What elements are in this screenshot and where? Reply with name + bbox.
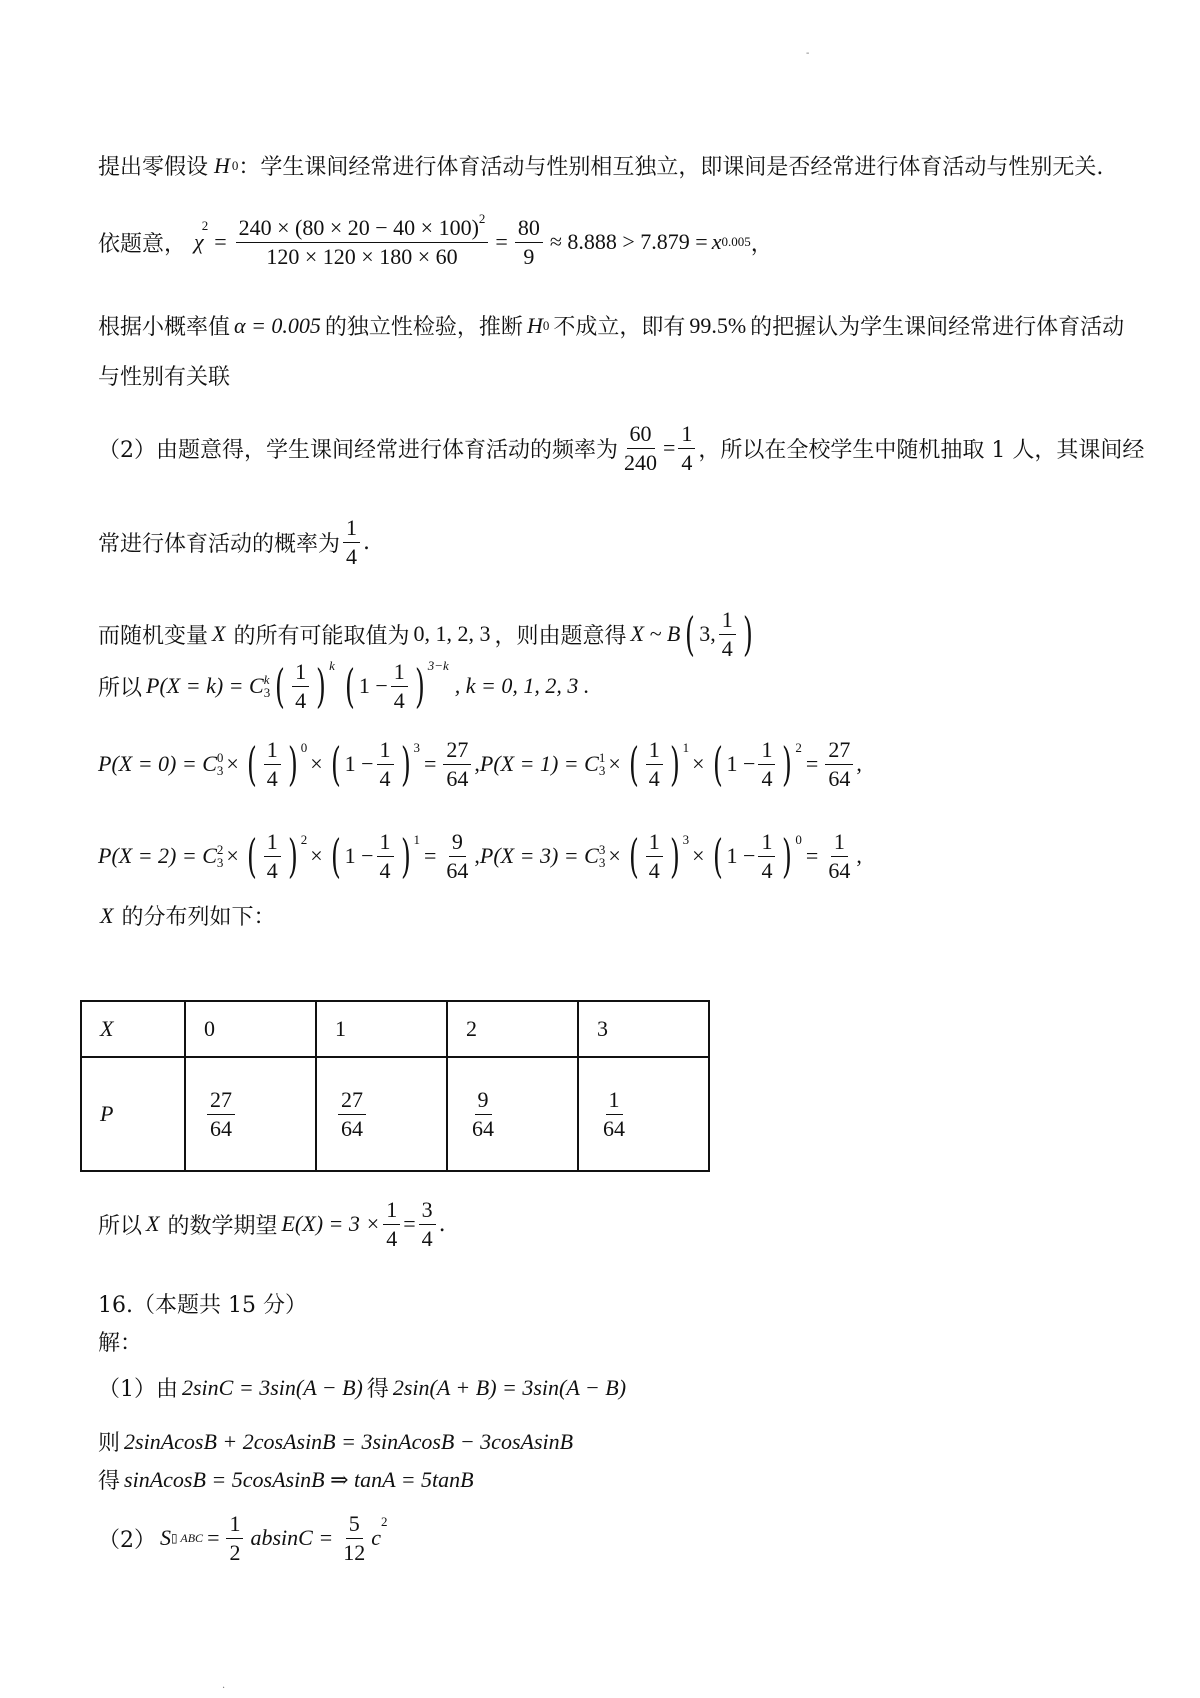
s1-e2: 2sin(A + B) = 3sin(A − B)	[392, 1374, 627, 1400]
p2-times2: ×	[310, 843, 323, 868]
p3-lhs: P(X = 3) = C	[479, 843, 599, 868]
rv-c: ，则由题意得	[494, 623, 627, 649]
p3-fa-num: 1	[646, 828, 663, 857]
pmf-f1-den: 4	[295, 687, 307, 713]
p2-fb-num: 1	[377, 828, 394, 857]
part2-f3-den: 4	[346, 543, 358, 569]
table-cell: 3	[578, 1001, 709, 1057]
p3-one-minus: 1 −	[726, 843, 756, 868]
part2-frac2	[678, 420, 695, 476]
chi-frac-num: 80	[515, 214, 543, 243]
table-frac-num: 27	[338, 1086, 366, 1115]
chi-big-num-sup: 2	[478, 210, 486, 226]
q16-jie-text: 解：	[98, 1331, 143, 1356]
p2-res-den: 64	[446, 857, 469, 883]
p3-fb-num: 1	[758, 828, 775, 857]
solution-step-4	[98, 1510, 387, 1566]
conclusion-line	[98, 310, 1124, 341]
distribution-table	[80, 1000, 710, 1172]
pmf-line: 所以 P(X = k) = C k 3 ( $\frac{1}{4}$ ) k ( 1 − $\frac{1}{4}$ ) 3−k , k = 0, 1, 2, 3 .	[98, 658, 590, 713]
solution-step-1	[98, 1372, 626, 1403]
rv-frac	[719, 606, 736, 662]
conclusion-line2	[98, 360, 230, 391]
p-sep: ,	[474, 843, 480, 868]
rv-b: 的所有可能取值为	[233, 623, 410, 649]
pmf-c-sub: 3	[263, 685, 271, 700]
pmf-a: 所以	[98, 675, 143, 701]
p1-csub: 3	[598, 763, 606, 778]
p2-csup: 2	[216, 842, 224, 857]
chi-end: ，	[750, 231, 773, 257]
s4-f2-den: 12	[343, 1539, 366, 1565]
exp-lhs: E(X) = 3 ×	[281, 1211, 381, 1236]
table-frac	[600, 1086, 628, 1142]
part2-a: （2）由题意得，学生课间经常进行体育活动的频率为	[98, 437, 618, 463]
h0-text: ：学生课间经常进行体育活动与性别相互独立，即课间是否经常进行体育活动与性别无关.	[238, 155, 1104, 180]
table-frac-num: 27	[207, 1086, 235, 1115]
s1-e1: 2sinC = 3sin(A − B)	[182, 1374, 363, 1400]
p1-csup: 1	[598, 750, 606, 765]
chi-fraction	[515, 214, 543, 270]
exp-f2-num: 3	[419, 1196, 436, 1225]
h0-sub: 0	[231, 157, 239, 173]
p1-res-num: 27	[825, 736, 853, 765]
p3-fb	[758, 828, 775, 884]
h0-symbol: H	[214, 152, 230, 178]
s4-frac2	[340, 1510, 368, 1566]
pmf-f2-num: 1	[391, 658, 408, 687]
conclusion-line2-text: 与性别有关联	[98, 365, 231, 390]
rv-dist: X ~ B	[630, 621, 681, 646]
part2-end: .	[363, 529, 371, 555]
dist-caption	[100, 900, 275, 931]
pmf-tail: , k = 0, 1, 2, 3 .	[454, 673, 590, 698]
conclusion-b: 的独立性检验，推断	[324, 315, 523, 340]
chi-prefix: 依题意，	[98, 231, 187, 257]
p3-fa	[646, 828, 663, 884]
conclusion-d: 的把握认为学生课间经常进行体育活动	[750, 315, 1125, 340]
exp-end: .	[438, 1211, 446, 1237]
p0-fa	[264, 736, 281, 792]
part2-f1-den: 240	[624, 449, 657, 475]
s4-f1-den: 2	[229, 1539, 241, 1565]
s4-f1-num: 1	[226, 1510, 243, 1539]
p3-csup: 3	[598, 842, 606, 857]
pmf-exp1: k	[329, 658, 335, 673]
table-row-p	[81, 1057, 709, 1171]
s4-csup: 2	[380, 1514, 388, 1529]
p0-eq: =	[423, 751, 437, 776]
s2-a: 则	[98, 1431, 121, 1456]
rv-a: 而随机变量	[98, 623, 209, 649]
scan-dot-bottom: .	[222, 1680, 226, 1691]
exp-frac2	[419, 1196, 436, 1252]
p1-lhs: P(X = 1) = C	[479, 751, 599, 776]
dist-caption-sym: X	[100, 902, 114, 928]
s1-b: 得	[366, 1377, 389, 1402]
p0-times1: ×	[226, 751, 239, 776]
s4-sub: ▯ ABC	[171, 1530, 204, 1545]
rv-f-den: 4	[721, 635, 733, 661]
pmf-frac2	[391, 658, 408, 714]
p3-e2: 0	[795, 832, 802, 847]
table-frac	[207, 1086, 235, 1142]
table-frac-num: 9	[475, 1086, 492, 1115]
p3-res	[825, 828, 853, 884]
s4-frac1	[226, 1510, 243, 1566]
p0-fb	[377, 736, 394, 792]
table-frac	[338, 1086, 366, 1142]
pmf-f2-den: 4	[393, 687, 405, 713]
chi-x-sym: x	[711, 229, 722, 254]
q16-title-text: 16.（本题共 15 分）	[98, 1293, 307, 1318]
p3-e1: 3	[682, 832, 690, 847]
part2-line2-text: 常进行体育活动的概率为	[98, 531, 341, 557]
p0-e1: 0	[300, 740, 308, 755]
pmf-lhs: P(X = k) = C	[146, 673, 264, 698]
p-end: ,	[856, 751, 862, 776]
s4-f2-num: 5	[346, 1510, 363, 1539]
p1-fa	[646, 736, 663, 792]
p2-fa-num: 1	[264, 828, 281, 857]
table-cell-x-label: X	[81, 1001, 185, 1057]
part2-line2	[98, 514, 370, 570]
rv-vals: 0, 1, 2, 3	[413, 621, 491, 646]
p1-times1: ×	[608, 751, 621, 776]
part2-f3-num: 1	[343, 514, 360, 543]
p3-times2: ×	[692, 843, 705, 868]
s4-a: （2）	[98, 1527, 156, 1553]
conclusion-h: H	[526, 312, 543, 338]
s4-eq: =	[207, 1525, 220, 1550]
table-cell: 1	[316, 1001, 447, 1057]
table-frac-den: 64	[472, 1115, 494, 1141]
p3-fa-den: 4	[648, 857, 660, 883]
p3-times1: ×	[608, 843, 621, 868]
null-hypothesis-line	[98, 150, 1103, 181]
exp-sym: X	[146, 1211, 160, 1236]
p0-fb-num: 1	[377, 736, 394, 765]
table-cell-p-label: P	[81, 1057, 185, 1171]
p2-res-num: 9	[449, 828, 466, 857]
p-line-0: P(X = 0) = C 0 3 × ( $\frac{1}{4}$ ) 0 × ( 1 − $\frac{1}{4}$ ) 3 = $\frac{27}{64}$ , P(X = 1) = C 1 3 × ( $\frac{1}{4}$ ) 1 × ( 1 − $\frac{1}{4}$ ) 2 = $\frac{27}{64}$ ,	[98, 737, 862, 791]
p3-csub: 3	[598, 855, 606, 870]
p3-eq: =	[805, 843, 819, 868]
table-cell: 0	[185, 1001, 316, 1057]
part2-frac1	[621, 420, 660, 476]
part2-f2-num: 1	[678, 420, 695, 449]
q16-title	[98, 1288, 307, 1319]
p1-one-minus: 1 −	[726, 751, 756, 776]
s2-e: 2sinAcosB + 2cosAsinB = 3sinAcosB − 3cosAsinB	[124, 1428, 574, 1454]
scan-dot-top: -	[806, 48, 810, 59]
p3-res-den: 64	[828, 857, 851, 883]
q16-jie	[98, 1326, 142, 1357]
p2-fb	[377, 828, 394, 884]
pmf-one-minus: 1 −	[358, 673, 388, 698]
dist-caption-text: 的分布列如下：	[121, 905, 276, 930]
p2-e2: 1	[413, 832, 420, 847]
chi-square-line: 依题意， χ 2 = $\frac{240 \times (80 \times 20 - 40 \times 100)^2}{120 \times 120 \times 180 \times 60}$ = $\frac{80}{9}$ ≈ 8.888 > 7.879 = x 0.005 ，	[98, 210, 773, 269]
p0-times2: ×	[310, 751, 323, 776]
chi-eq: =	[495, 229, 508, 254]
s4-c: c	[371, 1525, 381, 1550]
p0-e2: 3	[413, 740, 420, 755]
conclusion-h-sub: 0	[542, 317, 550, 333]
table-frac-den: 64	[210, 1115, 232, 1141]
p2-fb-den: 4	[379, 857, 391, 883]
exp-f2-den: 4	[421, 1225, 433, 1251]
solution-step-2	[98, 1426, 573, 1457]
p1-e1: 1	[682, 740, 690, 755]
p1-e2: 2	[795, 740, 802, 755]
chi-big-fraction	[236, 210, 489, 270]
p1-times2: ×	[692, 751, 705, 776]
chi-big-numerator: 240 × (80 × 20 − 40 × 100)	[238, 215, 479, 240]
exp-frac1	[383, 1196, 400, 1252]
part2-frac3	[343, 514, 360, 570]
p2-times1: ×	[226, 843, 239, 868]
pmf-exp2: 3−k	[427, 658, 449, 673]
table-cell	[185, 1057, 316, 1171]
table-frac-num: 1	[606, 1086, 623, 1115]
p0-fa-den: 4	[266, 765, 278, 791]
rv-sym: X	[212, 621, 226, 646]
p1-res-den: 64	[828, 765, 851, 791]
p-end: ,	[856, 843, 862, 868]
solution-step-3	[98, 1464, 474, 1495]
p0-fa-num: 1	[264, 736, 281, 765]
p-line-1: P(X = 2) = C 2 3 × ( $\frac{1}{4}$ ) 2 × ( 1 − $\frac{1}{4}$ ) 1 = $\frac{9}{64}$ , P(X = 3) = C 3 3 × ( $\frac{1}{4}$ ) 3 × ( 1 − $\frac{1}{4}$ ) 0 = $\frac{1}{64}$ ,	[98, 829, 862, 883]
expectation-line	[98, 1196, 446, 1252]
chi-tail: ≈ 8.888 > 7.879 =	[549, 229, 708, 254]
conclusion-pct: 99.5%	[689, 312, 747, 338]
p1-res	[825, 736, 853, 792]
table-cell	[578, 1057, 709, 1171]
p2-eq: =	[423, 843, 437, 868]
p1-fa-num: 1	[646, 736, 663, 765]
table-row-x	[81, 1001, 709, 1057]
p1-eq: =	[805, 751, 819, 776]
table-cell	[447, 1057, 578, 1171]
p2-lhs: P(X = 2) = C	[98, 843, 217, 868]
s3-e: sinAcosB = 5cosAsinB ⇒ tanA = 5tanB	[124, 1466, 474, 1492]
table-frac-den: 64	[603, 1115, 625, 1141]
p1-fb	[758, 736, 775, 792]
p0-csub: 3	[216, 763, 224, 778]
part2-f1-num: 60	[627, 420, 655, 449]
table-cell: 2	[447, 1001, 578, 1057]
p2-one-minus: 1 −	[344, 843, 374, 868]
exp-f1-den: 4	[386, 1225, 398, 1251]
random-variable-line: 而随机变量 X 的所有可能取值为 0, 1, 2, 3 ，则由题意得 X ~ B ( 3, $\frac{1}{4}$ )	[98, 607, 753, 661]
p0-res-num: 27	[443, 736, 471, 765]
pmf-frac1	[292, 658, 309, 714]
table-cell	[316, 1057, 447, 1171]
p3-fb-den: 4	[761, 857, 773, 883]
exp-a: 所以	[98, 1213, 143, 1239]
chi-frac-den: 9	[523, 243, 535, 269]
p3-res-num: 1	[831, 828, 848, 857]
p0-res	[443, 736, 471, 792]
part2-b: ，所以在全校学生中随机抽取 1 人，其课间经	[698, 437, 1145, 463]
chi-big-denominator: 120 × 120 × 180 × 60	[266, 243, 458, 269]
conclusion-a: 根据小概率值	[98, 315, 231, 340]
p2-e1: 2	[300, 832, 308, 847]
part2-eq: =	[663, 435, 676, 460]
p0-res-den: 64	[446, 765, 469, 791]
table-frac-den: 64	[341, 1115, 363, 1141]
p0-fb-den: 4	[379, 765, 391, 791]
p2-fa	[264, 828, 281, 884]
p0-lhs: P(X = 0) = C	[98, 751, 217, 776]
p2-res	[443, 828, 471, 884]
exp-f1-num: 1	[383, 1196, 400, 1225]
p0-one-minus: 1 −	[344, 751, 374, 776]
chi-x-sub: 0.005	[721, 234, 751, 249]
s4-S: S	[160, 1525, 171, 1550]
alpha-value: α = 0.005	[234, 312, 321, 338]
p2-fa-den: 4	[266, 857, 278, 883]
conclusion-c: 不成立，即有	[553, 315, 686, 340]
part2-f2-den: 4	[681, 449, 693, 475]
chi-symbol: χ	[194, 229, 204, 254]
s4-mid: absinC =	[250, 1525, 334, 1550]
h0-prefix: 提出零假设	[98, 155, 209, 180]
p1-fa-den: 4	[648, 765, 660, 791]
p0-csup: 0	[216, 750, 224, 765]
p2-csub: 3	[216, 855, 224, 870]
exp-eq: =	[403, 1211, 416, 1236]
exp-b: 的数学期望	[167, 1213, 278, 1239]
p-sep: ,	[474, 751, 480, 776]
s3-a: 得	[98, 1469, 121, 1494]
part2-line1	[98, 420, 1144, 476]
pmf-c-sup: k	[263, 672, 270, 687]
table-frac	[469, 1086, 497, 1142]
rv-arg: 3,	[699, 621, 716, 646]
chi-sup: 2	[201, 218, 209, 233]
rv-f-num: 1	[719, 606, 736, 635]
pmf-f1-num: 1	[292, 658, 309, 687]
p1-fb-num: 1	[758, 736, 775, 765]
s1-a: （1）由	[98, 1377, 178, 1402]
p1-fb-den: 4	[761, 765, 773, 791]
